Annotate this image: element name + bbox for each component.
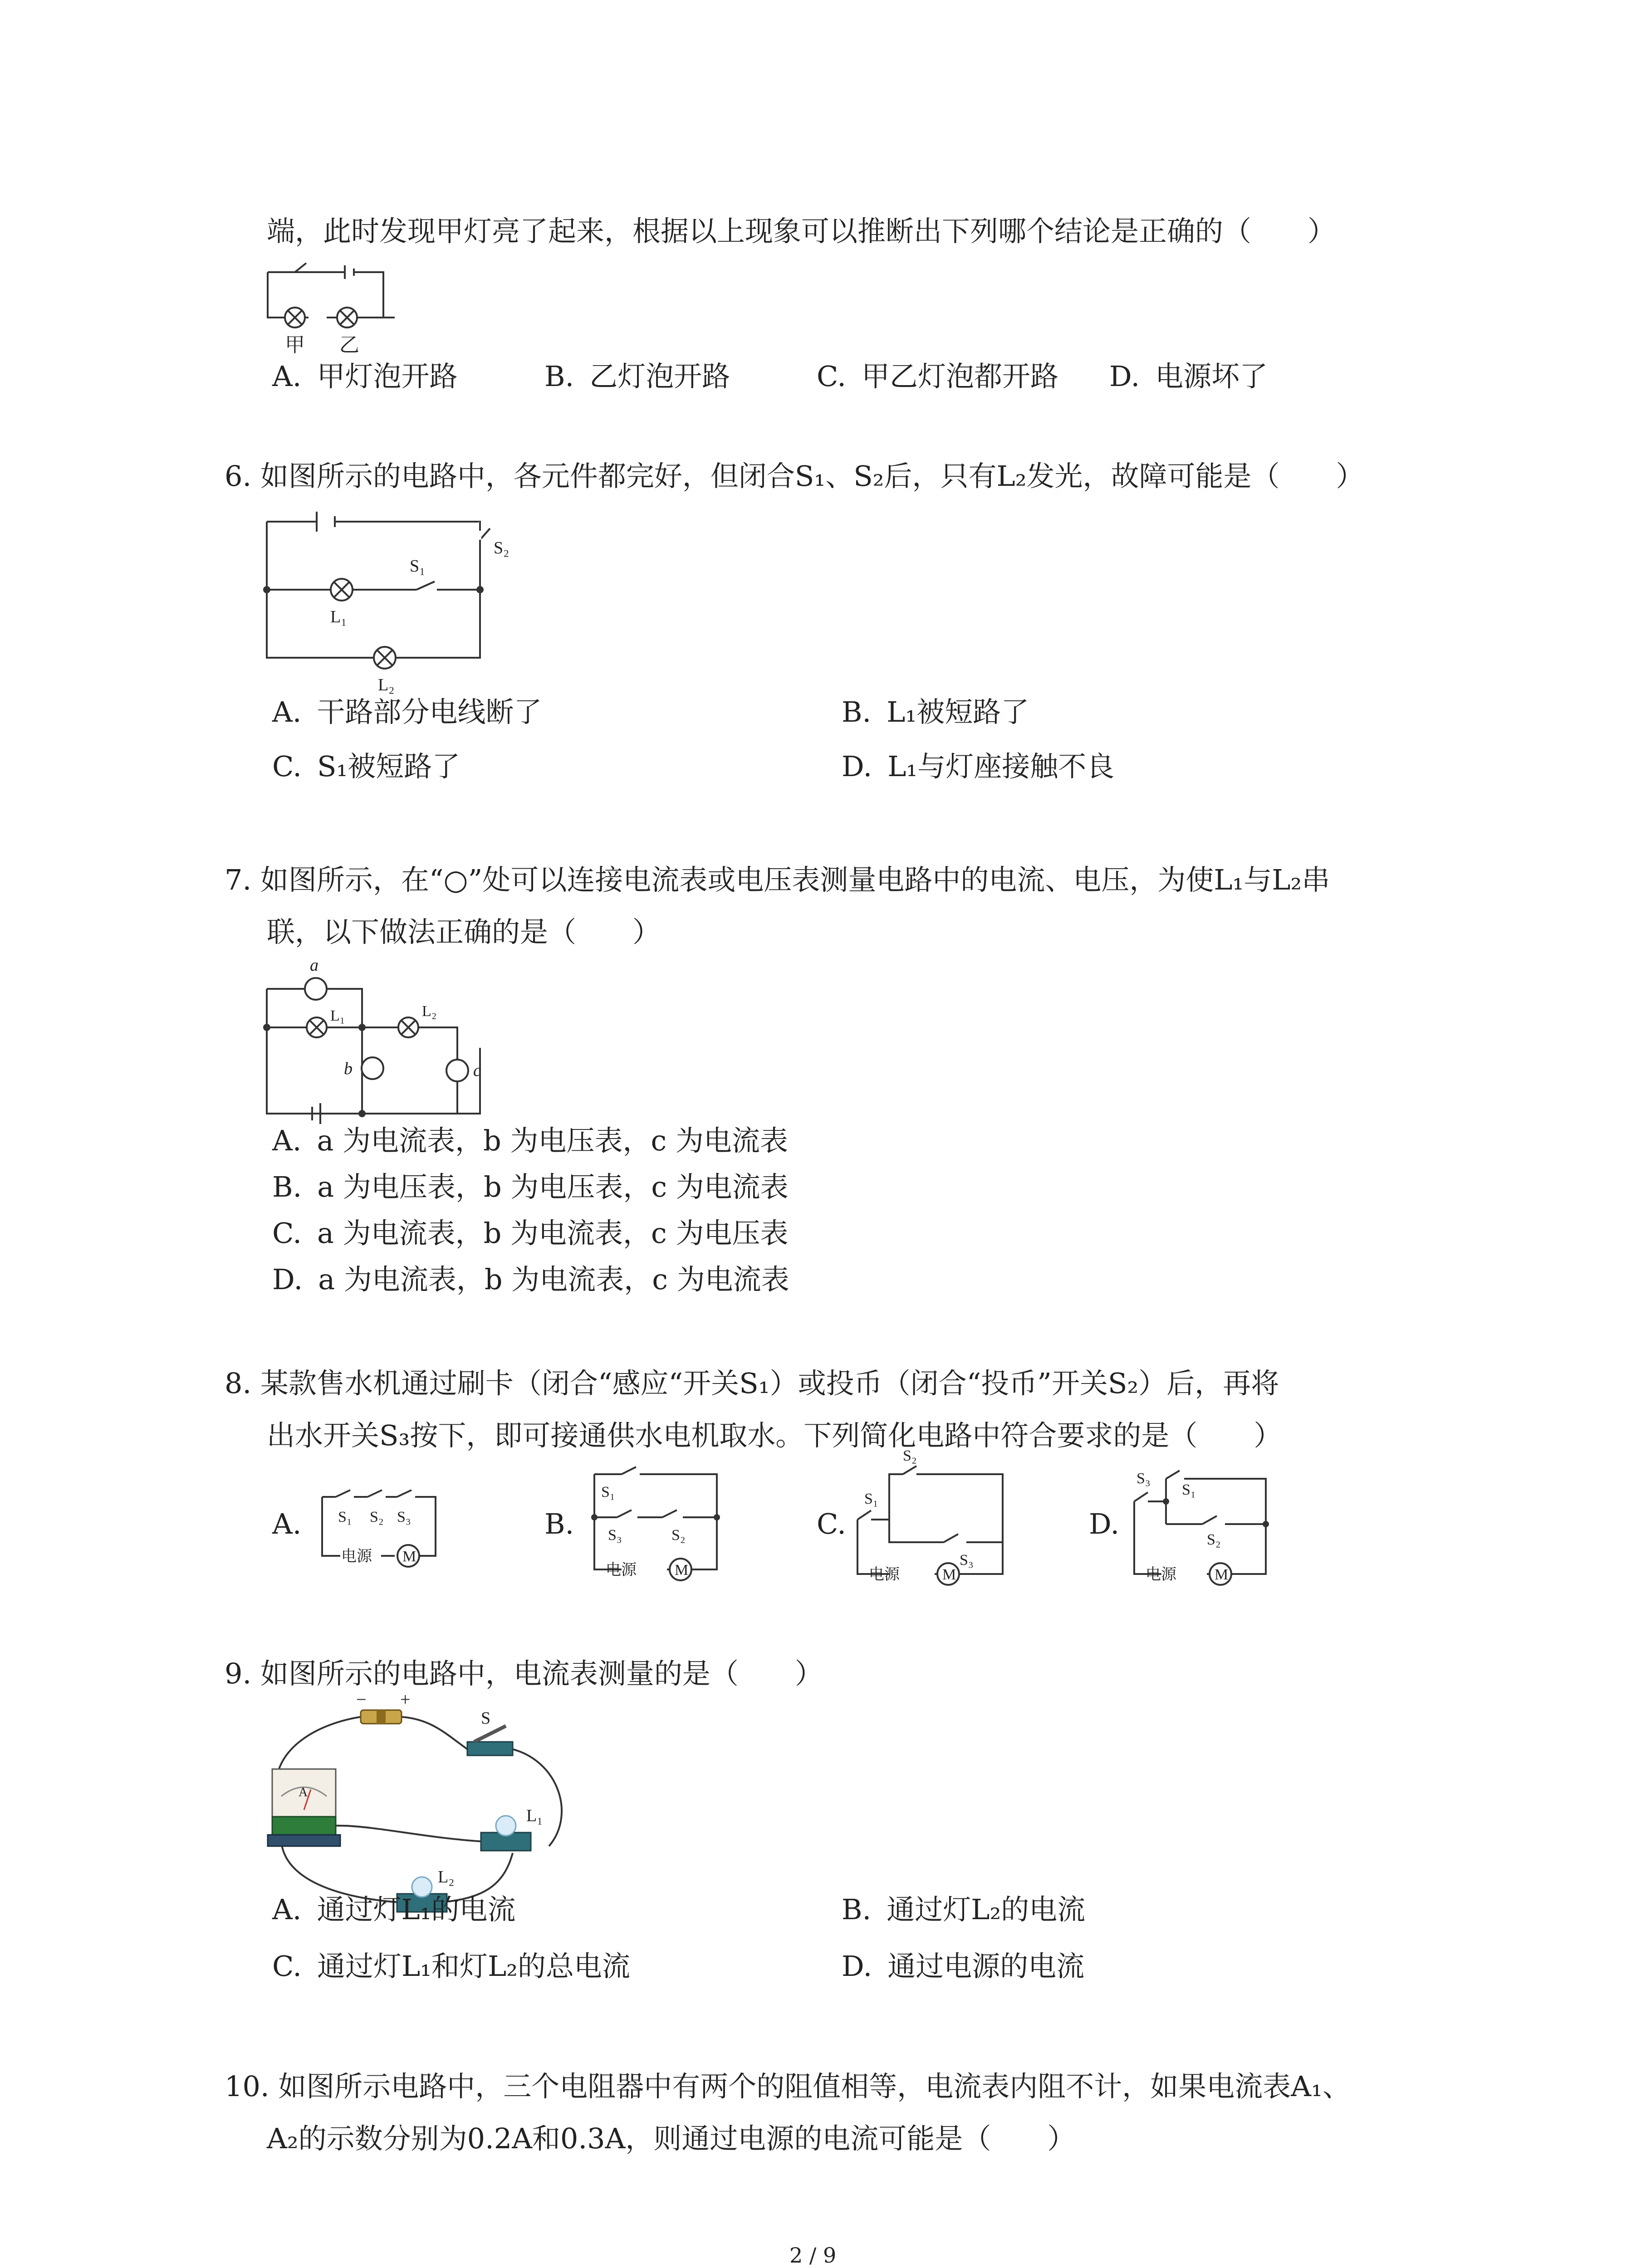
ammeter-letter: A <box>299 1785 308 1799</box>
knife-switch-icon <box>467 1726 513 1755</box>
svg-text:电源: 电源 <box>869 1566 900 1583</box>
q9-physical-circuit-figure <box>268 1689 585 1925</box>
q8-stem-line2: 出水开关S₃按下，即可接通供水电机取水。下列简化电路中符合要求的是（ ） <box>267 1419 1282 1452</box>
q8-circuit-a <box>318 1479 454 1571</box>
battery-icon <box>361 1710 402 1724</box>
q8-stem-line1: 8. 某款售水机通过刷卡（闭合“感应“开关S₁）或投币（闭合“投币”开关S₂）后，再将 <box>225 1367 1279 1400</box>
svg-text:S₂: S₂ <box>370 1509 384 1525</box>
q9-stem: 9. 如图所示的电路中，电流表测量的是（ ） <box>225 1657 823 1690</box>
q9-option-a[interactable]: A. 通过灯L₁的电流 <box>272 1893 516 1926</box>
lamp-jia-label: 甲 <box>285 334 305 356</box>
q9-option-d[interactable]: D. 通过电源的电流 <box>842 1950 1085 1983</box>
q6-l2-label: L₂ <box>378 675 395 694</box>
page-number: 2 / 9 <box>789 2243 837 2268</box>
lamp-l1-icon <box>481 1816 531 1851</box>
svg-text:S₁: S₁ <box>601 1484 615 1501</box>
lamp-yi-label: 乙 <box>339 334 359 356</box>
q7-option-d[interactable]: D. a 为电流表，b 为电流表，c 为电流表 <box>272 1263 789 1296</box>
q5-option-a[interactable]: A. 甲灯泡开路 <box>272 360 458 393</box>
switch-label: S <box>481 1709 491 1728</box>
q5-option-c[interactable]: C. 甲乙灯泡都开路 <box>817 360 1058 393</box>
lamp-jia-icon <box>285 308 305 327</box>
svg-text:S₃: S₃ <box>960 1552 974 1569</box>
q7-l1-label: L₁ <box>330 1007 345 1024</box>
q5-circuit-figure <box>263 259 395 360</box>
q6-circuit-figure <box>267 503 509 696</box>
svg-text:S₁: S₁ <box>1182 1481 1196 1498</box>
q7-option-a[interactable]: A. a 为电流表，b 为电压表，c 为电流表 <box>272 1124 788 1157</box>
svg-text:M: M <box>1215 1566 1229 1583</box>
svg-text:S₃: S₃ <box>1136 1470 1151 1487</box>
q5-stem-end: 端，此时发现甲灯亮了起来，根据以上现象可以推断出下列哪个结论是正确的（ ） <box>267 215 1336 248</box>
q6-option-b[interactable]: B. L₁被短路了 <box>842 695 1029 728</box>
q8-option-b[interactable]: B. <box>544 1507 574 1540</box>
svg-text:S₂: S₂ <box>1207 1531 1221 1548</box>
q8-circuit-d <box>1134 1465 1279 1585</box>
svg-text:电源: 电源 <box>341 1548 372 1565</box>
svg-text:S₁: S₁ <box>864 1491 878 1507</box>
q7-l2-label: L₂ <box>422 1003 437 1020</box>
q8-option-d[interactable]: D. <box>1089 1507 1120 1540</box>
svg-text:S₃: S₃ <box>608 1527 622 1544</box>
q7-option-b[interactable]: B. a 为电压表，b 为电压表，c 为电流表 <box>272 1170 789 1203</box>
q10-stem-line1: 10. 如图所示电路中，三个电阻器中有两个的阻值相等，电流表内阻不计，如果电流表A₁、 <box>225 2070 1351 2103</box>
lamp-l2-label: L₂ <box>438 1867 455 1887</box>
q6-option-d[interactable]: D. L₁与灯座接触不良 <box>842 750 1115 783</box>
lamp-yi-icon <box>337 308 357 327</box>
q7-circuit-figure <box>267 957 503 1127</box>
battery-minus-label: − <box>356 1689 367 1710</box>
q8-option-c[interactable]: C. <box>817 1507 846 1540</box>
lamp-l1-label: L₁ <box>526 1806 543 1825</box>
q9-option-b[interactable]: B. 通过灯L₂的电流 <box>842 1893 1086 1926</box>
q10-stem-line2: A₂的示数分别为0.2A和0.3A，则通过电源的电流可能是（ ） <box>267 2122 1076 2155</box>
q7-stem-line1: 7. 如图所示，在“○”处可以连接电流表或电压表测量电路中的电流、电压，为使L₁与L₂串 <box>225 863 1330 896</box>
q5-option-d[interactable]: D. 电源坏了 <box>1109 360 1268 393</box>
svg-text:S₁: S₁ <box>338 1509 352 1525</box>
q9-option-c[interactable]: C. 通过灯L₁和灯L₂的总电流 <box>272 1950 630 1983</box>
ammeter-icon <box>268 1769 340 1846</box>
svg-text:M: M <box>402 1548 416 1565</box>
q7-option-c[interactable]: C. a 为电流表，b 为电流表，c 为电压表 <box>272 1217 789 1250</box>
q6-s1-label: S₁ <box>410 557 426 576</box>
svg-text:电源: 电源 <box>606 1562 637 1579</box>
q6-s2-label: S₂ <box>494 538 509 557</box>
battery-plus-label: + <box>400 1689 411 1710</box>
q6-option-c[interactable]: C. S₁被短路了 <box>272 750 460 783</box>
q6-stem: 6. 如图所示的电路中，各元件都完好，但闭合S₁、S₂后，只有L₂发光，故障可能是（ ） <box>225 459 1364 493</box>
q7-stem-line2: 联，以下做法正确的是（ ） <box>267 915 661 948</box>
q7-a-label: a <box>310 956 318 975</box>
q8-option-a[interactable]: A. <box>272 1507 302 1540</box>
q8-circuit-c <box>857 1447 1012 1585</box>
q5-option-b[interactable]: B. 乙灯泡开路 <box>544 360 730 393</box>
svg-text:电源: 电源 <box>1146 1566 1176 1583</box>
svg-text:S₂: S₂ <box>671 1527 686 1544</box>
q7-c-label: c <box>473 1061 481 1080</box>
svg-text:M: M <box>942 1566 956 1583</box>
svg-text:M: M <box>675 1562 689 1579</box>
q6-option-a[interactable]: A. 干路部分电线断了 <box>272 695 542 728</box>
q7-b-label: b <box>344 1059 353 1078</box>
svg-text:S₃: S₃ <box>397 1509 411 1525</box>
q6-l1-label: L₁ <box>330 607 347 626</box>
q8-circuit-b <box>594 1465 740 1585</box>
svg-text:S₂: S₂ <box>903 1447 917 1464</box>
